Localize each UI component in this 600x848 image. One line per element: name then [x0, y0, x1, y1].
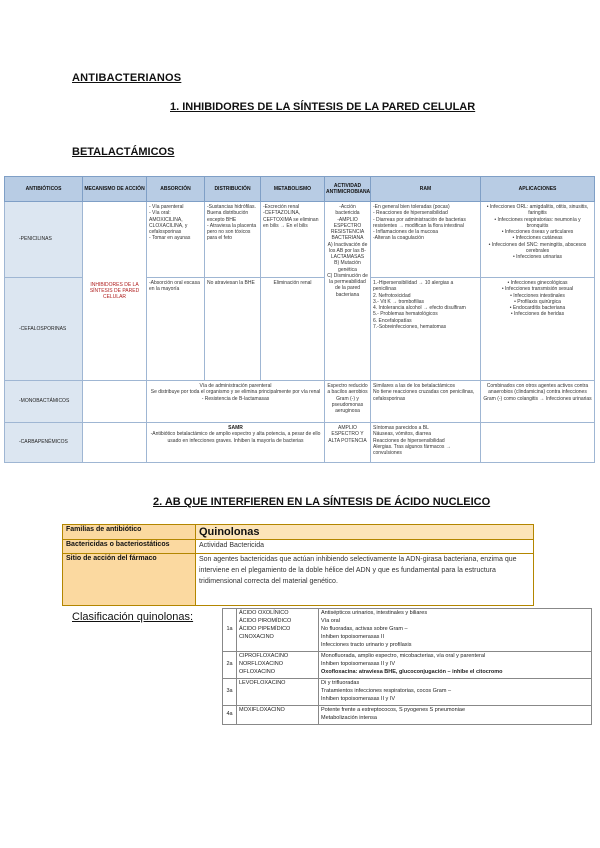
bactericida-value: Actividad Bactericida	[196, 540, 534, 554]
pen-absorcion: - Vía parenteral - Vía oral: AMOXICILINA, CLOXACILINA, y cefalosporinas - Tomar en ayunas	[147, 202, 205, 278]
table-row	[63, 540, 534, 554]
mono-aplicaciones: Combinados con otros agentes activos contra anaerobios (clindamicina) contra infecciones Gram (-) como colangitis → Infecciones urinarias	[481, 381, 595, 423]
cef-absorcion: -Absorción oral escasa en la mayoría	[147, 278, 205, 381]
cef-ram: 1.-Hipersensibilidad → 10 alergias a penicilinas 2. Nefrotoxicidad 3.- Vit K → trombofilias 4. Intolerancia alcohol → efecto disulfiram 5.- Problemas hematológicos 6. Encefalopatías 7.-Sobreinfecciones, hematomas	[371, 278, 481, 381]
cef-metabolismo: Eliminación renal	[261, 278, 325, 381]
pen-distribucion: -Sustancias hidrófilas. Buena distribución excepto BHE - Atraviesa la placenta pero no son tóxicos para el feto	[205, 202, 261, 278]
drug-description-bold: Oxofloxacina: atraviesa BHE, glucoconjugación – inhibe el citocromo	[321, 668, 503, 675]
cef-aplicaciones: • Infecciones ginecológicas • Infecciones transmisión sexual • Infecciones intestinales • Profilaxis quirúrgica • Endocarditis bacteriana • Infecciones de heridas	[481, 278, 595, 381]
table-row	[223, 705, 592, 724]
drug-name: ÁCIDO PIPEMÍDICO	[239, 625, 291, 632]
drug-description: Metabolización intensa	[321, 714, 377, 721]
drug-name: ÁCIDO PIROMÍDICO	[239, 617, 292, 624]
drug-description: No fluoradas, activas sobre Gram –	[321, 625, 408, 632]
header-actividad: ACTIVIDAD ANTIMICROBIANA	[325, 177, 371, 202]
generation-label: 4a	[223, 705, 237, 724]
pen-aplicaciones: • Infecciones ORL: amigdalitis, otitis, sinusitis, faringitis • Infecciones respiratorias: neumonía y bronquitis • Infecciones óseas y articulares • Infecciones cutáneas • Infecciones del SNC: meningitis, abscesos cerebrales • Infecciones urinarias	[481, 202, 595, 278]
betalactamicos-heading: BETALACTÁMICOS	[72, 146, 175, 158]
familia-label: Familias de antibiótico	[63, 525, 196, 540]
bactericida-label: Bactericidas o bacteriostáticos	[63, 540, 196, 554]
carb-ram: Síntomas parecidos a BL Náuseas, vómitos, diarrea Reacciones de hipersensibilidad Alergias. Tras algunos fármacos → convulsiones	[371, 423, 481, 463]
sitio-accion-value: Son agentes bactericidas que actúan inhibiendo selectivamente la ADN-girasa bacteriana, enzima que interviene en el plegamiento de la doble hélice del ADN y que es fundamental para la estructura tridimensional correcta del material genético.	[196, 553, 534, 605]
drug-name: CIPROFLOXACINO	[239, 652, 289, 659]
mono-actividad: Espectro reducido a bacilos aerobios Gram (-) y pseudomonas aeruginosa	[325, 381, 371, 423]
carb-actividad: AMPLIO ESPECTRO Y ALTA POTENCIA	[325, 423, 371, 463]
drug-description: Vía oral	[321, 617, 340, 624]
pen-metabolismo: -Excreción renal -CEFTAZOLINA, CEFTOXIMA se eliminan en bilis → En el bilis	[261, 202, 325, 278]
table-row	[223, 678, 592, 705]
drug-description: Tratamientos infecciones respiratorias, cocos Gram –	[321, 687, 452, 694]
header-mecanismo: MECANISMO DE ACCIÓN	[83, 177, 147, 202]
header-aplicaciones: APLICACIONES	[481, 177, 595, 202]
family-cefalosporinas: -CEFALOSPORINAS	[5, 278, 83, 381]
pen-actividad: -Acción bactericida -AMPLIO ESPECTRO RESISTENCIA BACTERIANA A) Inactivación de los AB por las B-LACTAMASAS B) Mutación genética C) Disminución de la permeabilidad de la pared bacteriana	[325, 202, 371, 381]
drug-name: CINOXACINO	[239, 633, 274, 640]
table-header-row	[5, 177, 595, 202]
mono-combined: Vía de administración parenteral Se distribuye por toda el organismo y se elimina principalmente por vía renal - Resistencia de B-lactamasas	[147, 381, 325, 423]
table-row	[223, 609, 592, 652]
page-title: ANTIBACTERIANOS	[72, 72, 182, 84]
familia-value: Quinolonas	[196, 525, 534, 540]
drug-description: Di y trifluoradas	[321, 679, 360, 686]
family-carbapenemicos: -CARBAPENÉMICOS	[5, 423, 83, 463]
table-row	[223, 651, 592, 678]
generation-label: 3a	[223, 678, 237, 705]
carb-samr-label: SAMR	[228, 425, 243, 431]
family-monobactamicos: -MONOBACTÁMICOS	[5, 381, 83, 423]
drug-name: OFLOXACINO	[239, 668, 276, 675]
table-row	[63, 553, 534, 605]
table-row	[5, 381, 595, 423]
header-distribucion: DISTRIBUCIÓN	[205, 177, 261, 202]
header-antibioticos: ANTIBIÓTICOS	[5, 177, 83, 202]
table-row	[5, 202, 595, 278]
header-metabolismo: METABOLISMO	[261, 177, 325, 202]
table-row	[63, 525, 534, 540]
drug-description: Inhiben topoisomerasas II y IV	[321, 695, 395, 702]
drug-description: Infecciones tracto urinario y profilaxis	[321, 641, 412, 648]
drug-description: Inhiben topoisomerasas II y IV	[321, 660, 395, 667]
generation-label: 1a	[223, 609, 237, 652]
betalactam-table	[4, 176, 595, 463]
clasificacion-heading: Clasificación quinolonas:	[72, 611, 194, 623]
drug-name: LEVOFLOXACINO	[239, 679, 286, 686]
drug-name: MOXIFLOXACINO	[239, 706, 285, 713]
mono-ram: Similares a las de los betalactámicos No tiene reacciones cruzadas con penicilinas, cefalosporinas	[371, 381, 481, 423]
drug-name: ÁCIDO OXOLÍNICO	[239, 610, 289, 616]
header-ram: RAM	[371, 177, 481, 202]
section-1-heading: 1. INHIBIDORES DE LA SÍNTESIS DE LA PARED CELULAR	[170, 101, 476, 113]
mechanism-cell: INHIBIDORES DE LA SÍNTESIS DE PARED CELULAR	[83, 202, 147, 381]
sitio-accion-label: Sitio de acción del fármaco	[63, 553, 196, 605]
quinolonas-classification-table	[222, 608, 592, 725]
drug-name: NORFLOXACINO	[239, 660, 284, 667]
header-absorcion: ABSORCIÓN	[147, 177, 205, 202]
generation-label: 2a	[223, 651, 237, 678]
drug-description: Antisépticos urinarios, intestinales y biliares	[321, 610, 428, 616]
drug-description: Monofluorada, amplio espectro, micobacterias, vía oral y parenteral	[321, 652, 486, 659]
cef-distribucion: No atraviesan la BHE	[205, 278, 261, 381]
family-penicilinas: -PENICILINAS	[5, 202, 83, 278]
drug-description: Potente frente a estreptococos, S pyogenes S pneumoniae	[321, 706, 466, 713]
quinolonas-info-table	[62, 524, 534, 606]
table-row	[5, 423, 595, 463]
section-2-heading: 2. AB QUE INTERFIEREN EN LA SÍNTESIS DE ÁCIDO NUCLEICO	[153, 496, 491, 508]
carb-combined: -Antibiótico betalactámico de amplio espectro y alta potencia, a pesar de ello usado en infecciones graves. Inhiben la mayoría de bacterias	[150, 431, 321, 444]
drug-description: Inhiben topoisomerasas II	[321, 633, 384, 640]
pen-ram: -En general bien toleradas (pocas) - Reacciones de hipersensibilidad - Diarreas por administración de bacterias resistentes → modifican la flora intestinal - Inflamaciones de la mucosa -Alteran la coagulación	[371, 202, 481, 278]
